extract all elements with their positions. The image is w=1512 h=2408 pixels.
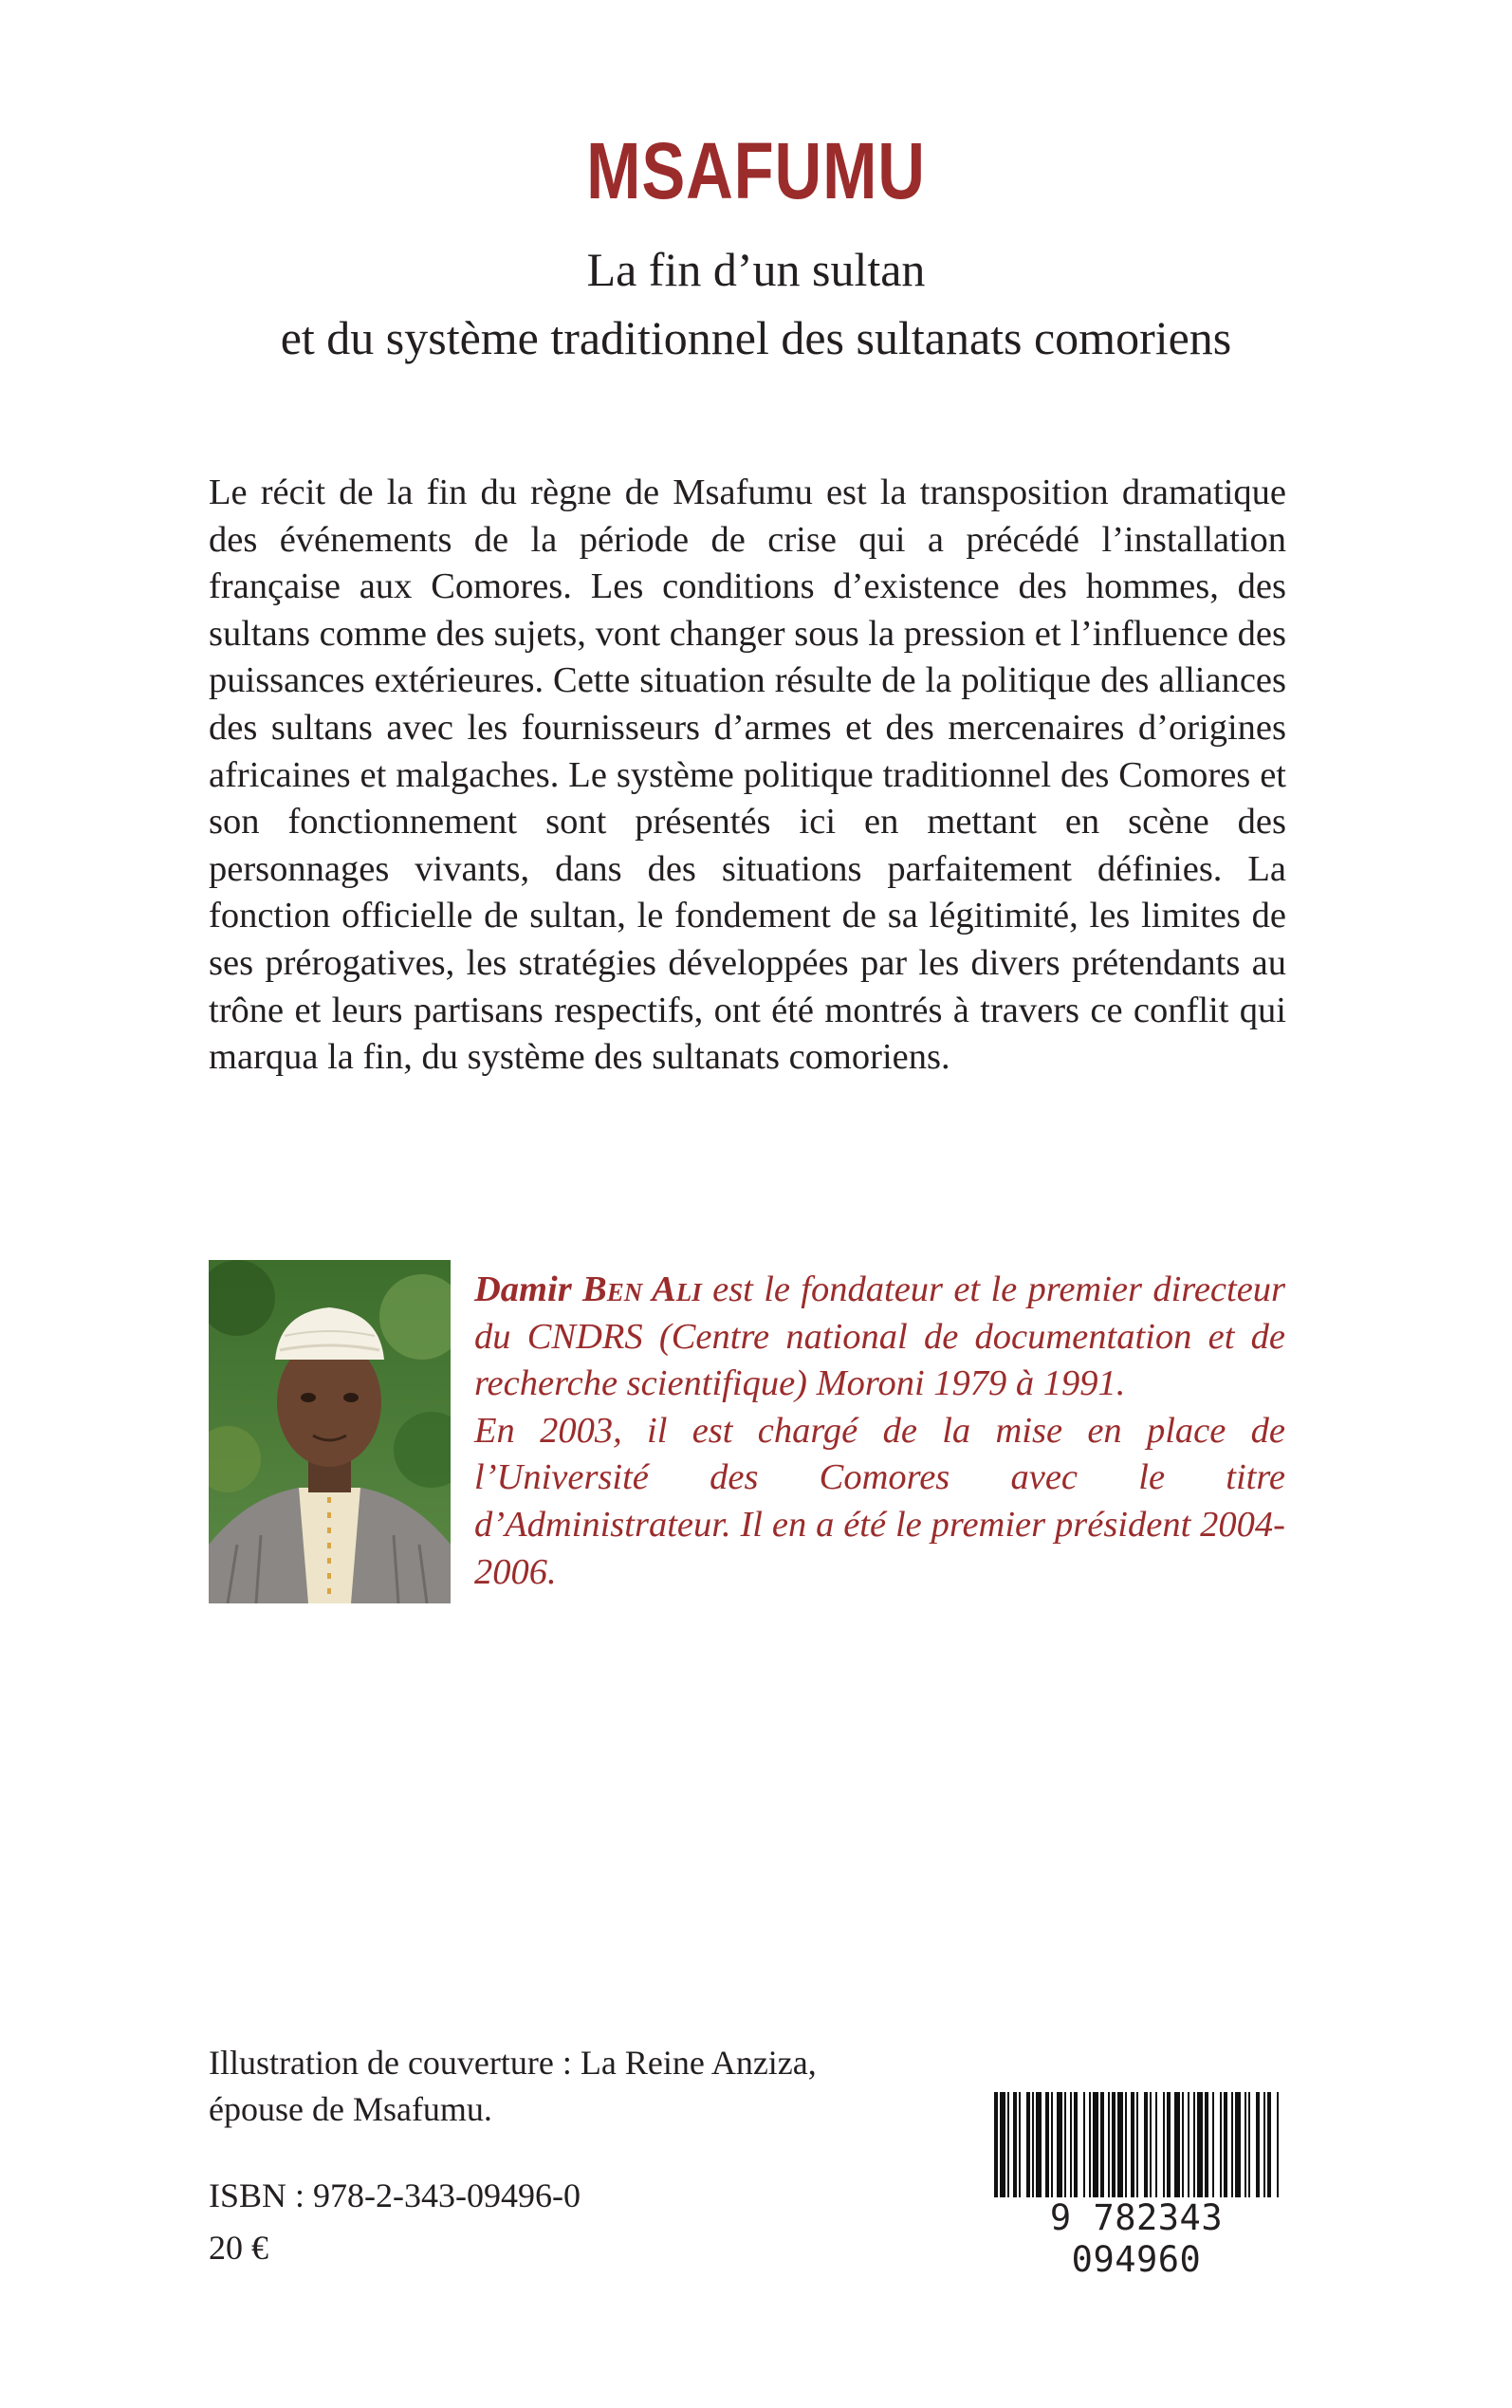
barcode-digits: 9 782343 094960 <box>986 2197 1286 2281</box>
author-portrait-image <box>209 1260 451 1603</box>
author-bio-part-1: est le fondateur et le premier directeur du CNDRS (Centre national de documentation et de recherche scientifique) Moroni 1979 à 1991. <box>474 1269 1286 1404</box>
book-title: MSAFUMU <box>586 126 926 215</box>
author-last-name: Ben Ali <box>582 1269 702 1309</box>
price-text: 20 € <box>209 2229 268 2267</box>
author-bio-part-2: En 2003, il est chargé de la mise en place de l’Université des Comores avec le titre d’Administrateur. Il en a été le premier président 2004-2006. <box>474 1410 1285 1592</box>
author-first-name: Damir <box>474 1269 572 1309</box>
credit-line-2: épouse de Msafumu. <box>209 2090 492 2128</box>
isbn-text: ISBN : 978-2-343-09496-0 <box>209 2176 581 2214</box>
author-photo <box>209 1260 451 1603</box>
book-subtitle <box>0 235 1512 372</box>
cover-illustration-credit <box>209 2040 930 2133</box>
subtitle-line-1: La fin d’un sultan <box>586 243 926 296</box>
subtitle-line-2: et du système traditionnel des sultanats comoriens <box>280 311 1232 364</box>
credit-line-1: Illustration de couverture : La Reine Anziza, <box>209 2044 817 2082</box>
back-cover-blurb: Le récit de la fin du règne de Msafumu est la transposition dramatique des événements de la période de crise qui a précédé l’installation française aux Comores. Les conditions d’existence des hommes, des sultans comme des sujets, vont changer sous la pression et l’influence des puissances extérieures. Cette situation résulte de la politique des alliances des sultans avec les fournisseurs d’armes et des mercenaires d’origines africaines et malgaches. Le système politique traditionnel des Comores et son fonctionnement sont présentés ici en mettant en scène des personnages vivants, dans des situations parfaitement définies. La fonction officielle de sultan, le fondement de sa légitimité, les limites de ses prérogatives, les stratégies développées par les divers prétendants au trône et leurs partisans respectifs, ont été montrés à travers ce conflit qui marqua la fin, du système des sultanats comoriens. <box>209 472 1286 1078</box>
author-bio <box>474 1267 1285 1596</box>
